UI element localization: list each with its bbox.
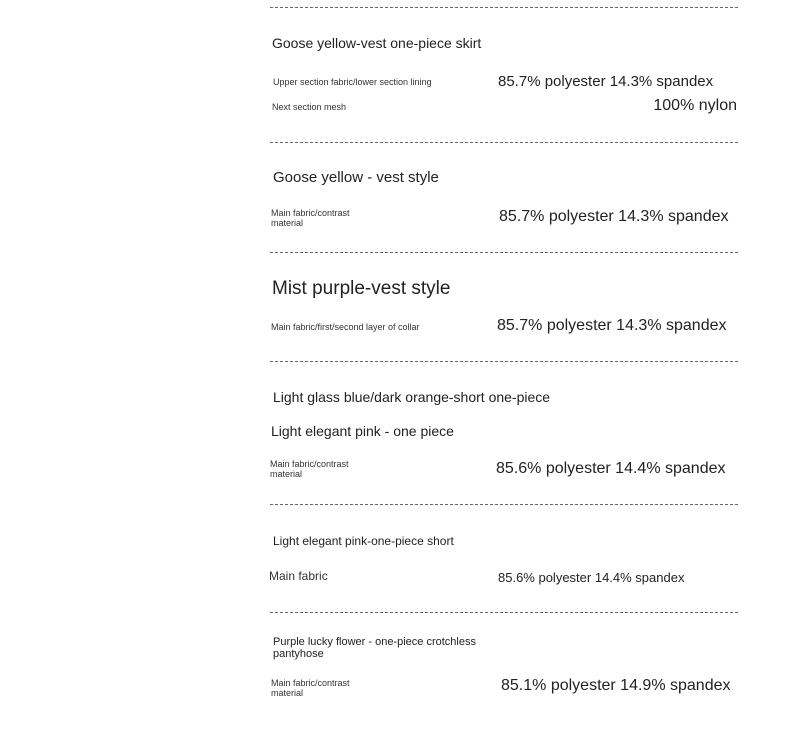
- fabric-label: Next section mesh: [272, 102, 347, 112]
- fabric-label: Main fabric: [269, 569, 328, 583]
- section-divider: [270, 142, 738, 143]
- fabric-value: 85.6% polyester 14.4% spandex: [498, 570, 685, 585]
- section-title: Light glass blue/dark orange-short one-piece: [273, 389, 551, 405]
- fabric-value: 85.7% polyester 14.3% spandex: [498, 73, 714, 90]
- fabric-label: Upper section fabric/lower section lining: [273, 77, 432, 87]
- section-title: Purple lucky flower - one-piece crotchless pantyhose: [273, 636, 476, 660]
- section-divider: [270, 612, 738, 613]
- section-divider: [270, 504, 738, 505]
- section-title: Light elegant pink-one-piece short: [273, 534, 454, 548]
- section-title: Mist purple-vest style: [272, 278, 451, 299]
- section-divider: [270, 361, 738, 362]
- fabric-label: Main fabric/contrast material: [271, 208, 350, 228]
- fabric-label: Main fabric/contrast material: [270, 459, 349, 479]
- fabric-value: 85.7% polyester 14.3% spandex: [497, 317, 727, 334]
- fabric-label: Main fabric/contrast material: [271, 678, 350, 698]
- fabric-value: 100% nylon: [653, 97, 737, 114]
- section-divider: [270, 252, 738, 253]
- fabric-value: 85.7% polyester 14.3% spandex: [499, 208, 729, 225]
- fabric-value: 85.1% polyester 14.9% spandex: [501, 677, 731, 694]
- section-title: Goose yellow-vest one-piece skirt: [272, 35, 482, 51]
- fabric-label: Main fabric/first/second layer of collar: [271, 322, 420, 332]
- section-title: Goose yellow - vest style: [273, 169, 439, 186]
- section-subtitle: Light elegant pink - one piece: [271, 423, 454, 439]
- section-divider: [270, 7, 738, 8]
- fabric-value: 85.6% polyester 14.4% spandex: [496, 460, 726, 477]
